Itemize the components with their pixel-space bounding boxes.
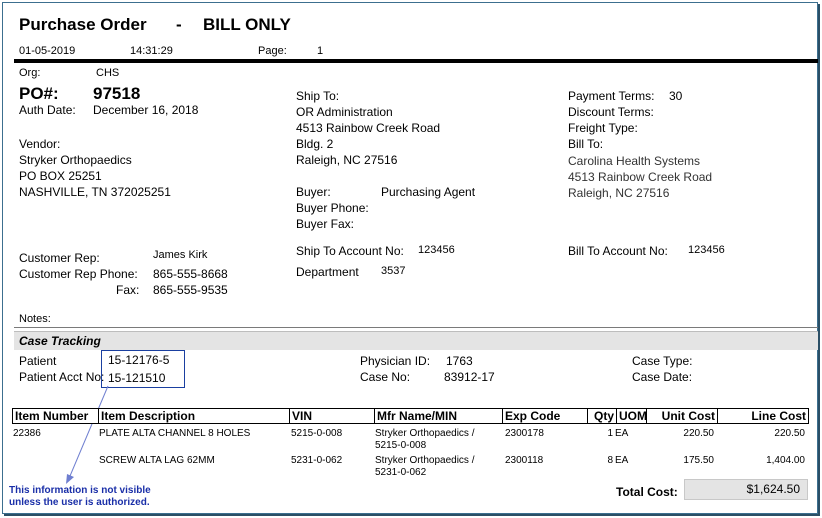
row1-mfr-line2: 5215-0-008 — [375, 440, 427, 451]
th-item-description: Item Description — [99, 409, 290, 423]
payment-terms-value: 30 — [669, 89, 683, 103]
row2-uom: EA — [615, 455, 629, 466]
org-label: Org: — [19, 67, 41, 79]
buyer-label: Buyer: — [296, 185, 331, 199]
ship-to-line4: Raleigh, NC 27516 — [296, 153, 398, 167]
print-date: 01-05-2019 — [19, 45, 76, 57]
annotation-line1: This information is not visible — [9, 485, 151, 496]
th-item-number: Item Number — [13, 409, 99, 423]
customer-rep-fax: 865-555-9535 — [153, 283, 228, 297]
row2-mfr-line1: Stryker Orthopaedics / — [375, 455, 475, 466]
patient-value: 15-12176-5 — [108, 353, 170, 367]
page-number: 1 — [317, 45, 324, 57]
print-time: 14:31:29 — [130, 45, 173, 57]
department-value: 3537 — [381, 265, 406, 277]
title-dash: - — [176, 15, 182, 34]
row1-description: PLATE ALTA CHANNEL 8 HOLES — [99, 428, 251, 439]
page-label: Page: — [258, 45, 287, 57]
case-type-label: Case Type: — [632, 354, 693, 368]
buyer-phone-label: Buyer Phone: — [296, 201, 369, 215]
vendor-label: Vendor: — [19, 137, 61, 151]
case-tracking-title: Case Tracking — [19, 334, 101, 348]
row2-description: SCREW ALTA LAG 62MM — [99, 455, 215, 466]
row1-uom: EA — [615, 428, 629, 439]
customer-rep-phone: 865-555-8668 — [153, 267, 228, 281]
row2-line-cost: 1,404.00 — [766, 455, 805, 466]
vendor-address1: PO BOX 25251 — [19, 169, 102, 183]
ship-to-account-value: 123456 — [418, 244, 455, 256]
case-no-label: Case No: — [360, 370, 411, 384]
patient-acct-label: Patient Acct No: — [19, 370, 105, 384]
total-cost-value: $1,624.50 — [746, 482, 800, 496]
ship-to-line1: OR Administration — [296, 105, 393, 119]
row1-qty: 1 — [607, 428, 613, 439]
vendor-address2: NASHVILLE, TN 372025251 — [19, 185, 171, 199]
patient-acct-value: 15-121510 — [108, 371, 166, 385]
row1-exp-code: 2300178 — [505, 428, 544, 439]
bill-to-line2: 4513 Rainbow Creek Road — [568, 170, 713, 184]
po-label: PO#: — [19, 84, 59, 103]
customer-rep-phone-label: Customer Rep Phone: — [19, 267, 138, 281]
customer-rep-label: Customer Rep: — [19, 251, 100, 265]
th-mfr: Mfr Name/MIN — [375, 409, 503, 423]
th-line-cost: Line Cost — [751, 409, 806, 423]
po-number: 97518 — [93, 84, 141, 103]
row2-mfr-line2: 5231-0-062 — [375, 467, 427, 478]
vendor-name: Stryker Orthopaedics — [19, 153, 132, 167]
document-title: Purchase Order — [19, 15, 147, 34]
customer-rep-name: James Kirk — [153, 249, 208, 261]
auth-date-value: December 16, 2018 — [93, 103, 199, 117]
ship-to-label: Ship To: — [296, 89, 340, 103]
row1-vin: 5215-0-008 — [291, 428, 343, 439]
row1-line-cost: 220.50 — [774, 428, 805, 439]
row1-item-number: 22386 — [13, 428, 41, 439]
patient-label: Patient — [19, 354, 57, 368]
row2-vin: 5231-0-062 — [291, 455, 343, 466]
th-exp-code: Exp Code — [503, 409, 588, 423]
th-uom: UOM — [619, 409, 647, 423]
payment-terms-label: Payment Terms: — [568, 89, 655, 103]
annotation-line2: unless the user is authorized. — [9, 497, 150, 508]
row2-qty: 8 — [607, 455, 613, 466]
th-unit-cost: Unit Cost — [647, 409, 718, 423]
th-qty: Qty — [588, 409, 617, 423]
org-value: CHS — [96, 67, 120, 79]
department-label: Department — [296, 265, 359, 279]
total-cost-label: Total Cost: — [616, 485, 678, 499]
th-vin: VIN — [290, 409, 375, 423]
freight-type-label: Freight Type: — [568, 121, 638, 135]
auth-date-label: Auth Date: — [19, 103, 76, 117]
row2-unit-cost: 175.50 — [683, 455, 714, 466]
buyer-fax-label: Buyer Fax: — [296, 217, 355, 231]
line-items-header — [12, 408, 809, 424]
bill-to-line1: Carolina Health Systems — [568, 154, 701, 168]
case-no-value: 83912-17 — [444, 370, 495, 384]
buyer-value: Purchasing Agent — [381, 185, 476, 199]
bill-to-account-label: Bill To Account No: — [568, 244, 668, 258]
ship-to-line3: Bldg. 2 — [296, 137, 334, 151]
discount-terms-label: Discount Terms: — [568, 105, 654, 119]
case-date-label: Case Date: — [632, 370, 693, 384]
notes-label: Notes: — [19, 313, 51, 325]
bill-only-title: BILL ONLY — [203, 15, 291, 34]
row1-mfr-line1: Stryker Orthopaedics / — [375, 428, 475, 439]
row1-unit-cost: 220.50 — [683, 428, 714, 439]
bill-to-label: Bill To: — [568, 137, 604, 151]
ship-to-account-label: Ship To Account No: — [296, 244, 404, 258]
physician-id-value: 1763 — [446, 354, 473, 368]
physician-id-label: Physician ID: — [360, 354, 431, 368]
row2-exp-code: 2300118 — [505, 455, 544, 466]
bill-to-line3: Raleigh, NC 27516 — [568, 186, 670, 200]
customer-rep-fax-label: Fax: — [116, 283, 140, 297]
ship-to-line2: 4513 Rainbow Creek Road — [296, 121, 441, 135]
bill-to-account-value: 123456 — [688, 244, 725, 256]
